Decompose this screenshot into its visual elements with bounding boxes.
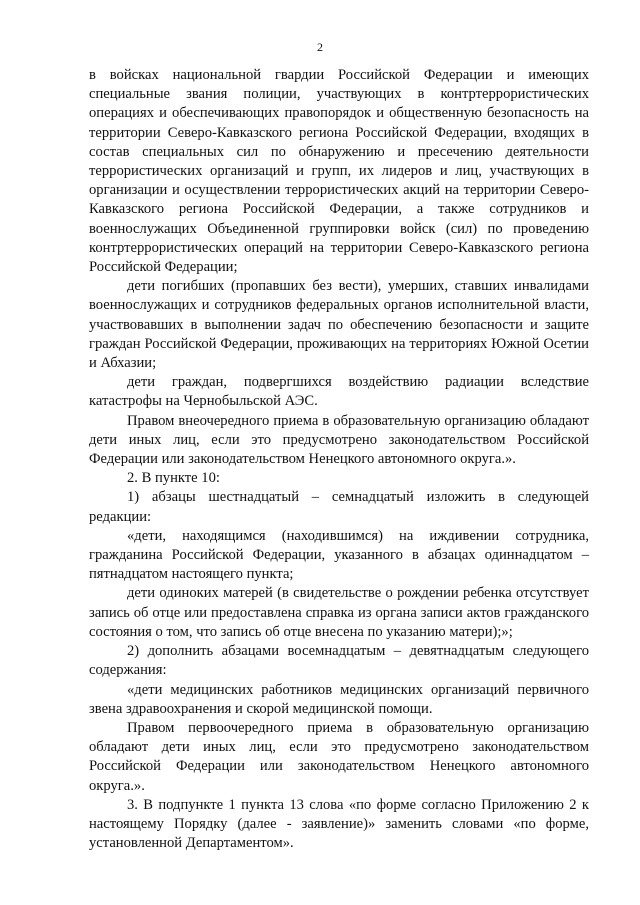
paragraph-item-2: 2. В пункте 10: — [127, 470, 220, 487]
paragraph-continuation: в войсках национальной гвардии Российской Федерации и имеющих специальные звания полиции, участвующих в контртеррористических операциях и обеспечивающих правопорядок и общественную безопасность на территории Северо-Кавказского региона Российской Федерации, входящих в состав специальных сил по обнаружению и пресечению деятельности террористических организаций и групп, их лидеров и лиц, участвующих в организации и осуществлении террористических акций на территории Северо-Кавказского региона Российской Федерации, а также сотрудников и военнослужащих Объединенной группировки войск (сил) по проведению контртеррористических операций на территории Северо-Кавказского региона Российской Федерации; — [89, 67, 589, 276]
paragraph-subitem-1: 1) абзацы шестнадцатый – семнадцатый изложить в следующей редакции: — [89, 489, 589, 525]
paragraph-children-of-deceased: дети погибших (пропавших без вести), умерших, ставших инвалидами военнослужащих и сотрудников федеральных органов исполнительной власти, участвовавших в выполнении задач по обеспечению безопасности и защите граждан Российской Федерации, проживающих на территориях Южной Осетии и Абхазии; — [89, 278, 589, 372]
paragraph-chernobyl: дети граждан, подвергшихся воздействию радиации вследствие катастрофы на Чернобыльской АЭС. — [89, 374, 589, 410]
paragraph-single-mothers: дети одиноких матерей (в свидетельстве о рождении ребенка отсутствует запись об отце или предоставлена справка из органа записи актов гражданского состояния о том, что запись об отце внесена по указанию матери);»; — [89, 585, 589, 640]
page-number: 2 — [317, 40, 323, 54]
paragraph-medical-workers: «дети медицинских работников медицинских организаций первичного звена здравоохранения и скорой медицинской помощи. — [89, 681, 589, 717]
paragraph-item-3: 3. В подпункте 1 пункта 13 слова «по форме согласно Приложению 2 к настоящему Порядку (далее - заявление)» заменить словами «по форме, установленной Департаментом». — [89, 796, 589, 852]
document-body — [89, 66, 589, 853]
paragraph-subitem-2: 2) дополнить абзацами восемнадцатым – девятнадцатым следующего содержания: — [89, 643, 589, 679]
paragraph-dependents: «дети, находящимся (находившимся) на иждивении сотрудника, гражданина Российской Федерации, указанного в абзацах одиннадцатом – пятнадцатом настоящего пункта; — [89, 527, 589, 583]
paragraph-extraordinary-admission: Правом внеочередного приема в образовательную организацию обладают дети иных лиц, если это предусмотрено законодательством Российской Федерации или законодательством Ненецкого автономного округа.». — [89, 412, 589, 468]
paragraph-priority-admission: Правом первоочередного приема в образовательную организацию обладают дети иных лиц, если это предусмотрено законодательством Российской Федерации или законодательством Ненецкого автономного округа.». — [89, 719, 589, 794]
